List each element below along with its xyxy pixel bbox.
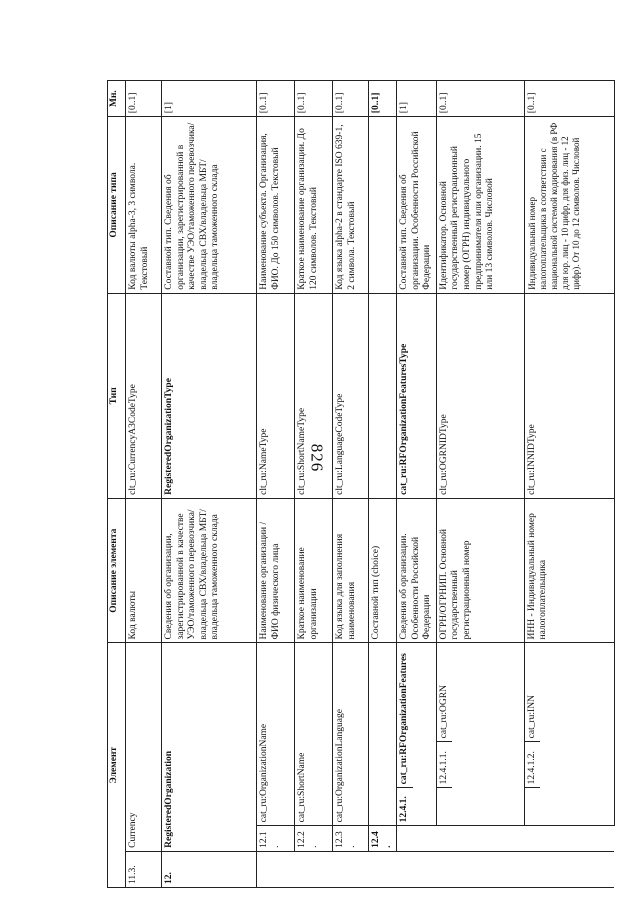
- row-type-desc: Код языка alpha-2 в стандарте ISO 639-1, 2 символа. Текстовый: [333, 117, 369, 293]
- row-element: cat_ru:OrganizationName: [257, 643, 295, 826]
- row-number: 12.2.: [295, 826, 333, 852]
- row-type-desc: Составной тип. Сведения об организации, зарегистрированной в качестве УЭО/таможенного перевозчика/владельца СВХ/владельца МБТ/владельца таможенного склада: [162, 117, 257, 293]
- row-element-desc: Составной тип (choice): [369, 498, 397, 643]
- row-type-desc: Идентификатор. Основной государственный регистрационный номер (ОГРН) индивидуального предпринимателя или организации. 15 или 13 символов. Числовой: [436, 117, 524, 293]
- row-mult: [0..1]: [524, 81, 614, 117]
- row-element: cat_ru:OrganizationLanguage: [333, 643, 369, 826]
- row-mult: [0..1]: [257, 81, 295, 117]
- row-number: 12.4.: [369, 826, 397, 852]
- header-row: [108, 81, 126, 888]
- nested-element-cell: [397, 643, 437, 826]
- row-mult: [0..1]: [369, 81, 397, 117]
- header-mult: Мн.: [108, 81, 126, 117]
- row-mult: [0..1]: [436, 81, 524, 117]
- row-type-desc: Наименование субъекта. Организация, ФИО. До 150 символов. Текстовый: [257, 117, 295, 293]
- row-type: clt_ru:LanguageCodeType: [333, 293, 369, 498]
- row-number: 12.: [162, 851, 257, 887]
- row-type: clt_ru:ShortNameType: [295, 293, 333, 498]
- row-type-desc: [369, 117, 397, 293]
- indent-cell: [257, 851, 615, 887]
- header-element: Элемент: [108, 643, 126, 888]
- row-element-desc: Сведения об организации, зарегистрированной в качестве УЭО/таможенного перевозчика/владельца СВХ/владельца МБТ/владельца таможенного склада: [162, 498, 257, 643]
- rotated-table-container: [107, 80, 581, 888]
- row-type: [369, 293, 397, 498]
- row-type: clt_ru:NameType: [257, 293, 295, 498]
- row-element: [369, 643, 397, 826]
- table-row: [162, 81, 257, 888]
- row-element-desc: ОГРН/ОГРНИП. Основной государственный регистрационный номер: [436, 498, 524, 643]
- row-element: RegisteredOrganization: [162, 643, 257, 851]
- row-mult: [0..1]: [126, 81, 162, 117]
- row-mult: [0..1]: [333, 81, 369, 117]
- row-mult: [1]: [397, 81, 437, 117]
- row-element-desc: Сведения об организации. Особенности Российской Федерации: [397, 498, 437, 643]
- row-element: cat_ru:INN: [526, 695, 537, 739]
- row-type: clt_ru:CurrencyA3CodeType: [126, 293, 162, 498]
- row-type: RegisteredOrganizationType: [162, 293, 257, 498]
- row-mult: [0..1]: [295, 81, 333, 117]
- row-type-desc: Код валюты alpha-3, 3 символа. Текстовый: [126, 117, 162, 293]
- header-element-desc: Описание элемента: [108, 498, 126, 643]
- header-type-desc: Описание типа: [108, 117, 126, 293]
- table-row: [436, 81, 524, 888]
- row-element-desc: Код валюты: [126, 498, 162, 643]
- row-element-desc: Краткое наименование организации: [295, 498, 333, 643]
- row-type: clt_ru:OGRNIDType: [436, 293, 524, 498]
- table-row: [295, 81, 333, 888]
- row-number: 11.3.: [126, 851, 162, 887]
- nested-element-cell: [524, 643, 614, 826]
- table-row: [257, 81, 295, 888]
- row-type-desc: Краткое наименование организации. До 120 символов. Текстовый: [295, 117, 333, 293]
- row-type-desc: Составной тип. Сведения об организации. Особенности Российской Федерации: [397, 117, 437, 293]
- table-row: [333, 81, 369, 888]
- header-type: Тип: [108, 293, 126, 498]
- row-element: cat_ru:OGRN: [438, 685, 449, 739]
- nested-element-cell: [436, 643, 524, 826]
- row-element: cat_ru:RFOrganizationFeatures: [399, 653, 410, 785]
- table-row: [126, 81, 162, 888]
- row-number: 12.4.1.1.: [437, 741, 453, 787]
- page-number: 826: [307, 443, 327, 473]
- table-row: [369, 81, 397, 888]
- row-number: 12.3.: [333, 826, 369, 852]
- row-type: clt_ru:INNIDType: [524, 293, 614, 498]
- indent-cell: [525, 787, 541, 825]
- row-element-desc: Код языка для заполнения наименования: [333, 498, 369, 643]
- row-number: 12.4.1.: [397, 787, 413, 825]
- row-number: 12.1.: [257, 826, 295, 852]
- indent-cell: [437, 787, 453, 825]
- row-type-desc: Индивидуальный номер налогоплательщика в соответствии с национальной системой кодирования (в РФ для юр. лиц - 10 цифр, для физ. лиц - 12 цифр). От 10 до 12 символов. Числовой: [524, 117, 614, 293]
- row-element: Currency: [126, 643, 162, 851]
- row-element-desc: Наименование организации / ФИО физического лица: [257, 498, 295, 643]
- table-row: [397, 81, 437, 888]
- element-table: [107, 80, 615, 888]
- row-element: cat_ru:ShortName: [295, 643, 333, 826]
- row-element-desc: ИНН - Индивидуальный номер налогоплательщика: [524, 498, 614, 643]
- indent-cell: [397, 826, 615, 852]
- row-type: cat_ru:RFOrganizationFeaturesType: [397, 293, 437, 498]
- row-mult: [1]: [162, 81, 257, 117]
- row-number: 12.4.1.2.: [525, 741, 541, 787]
- table-row: [524, 81, 614, 888]
